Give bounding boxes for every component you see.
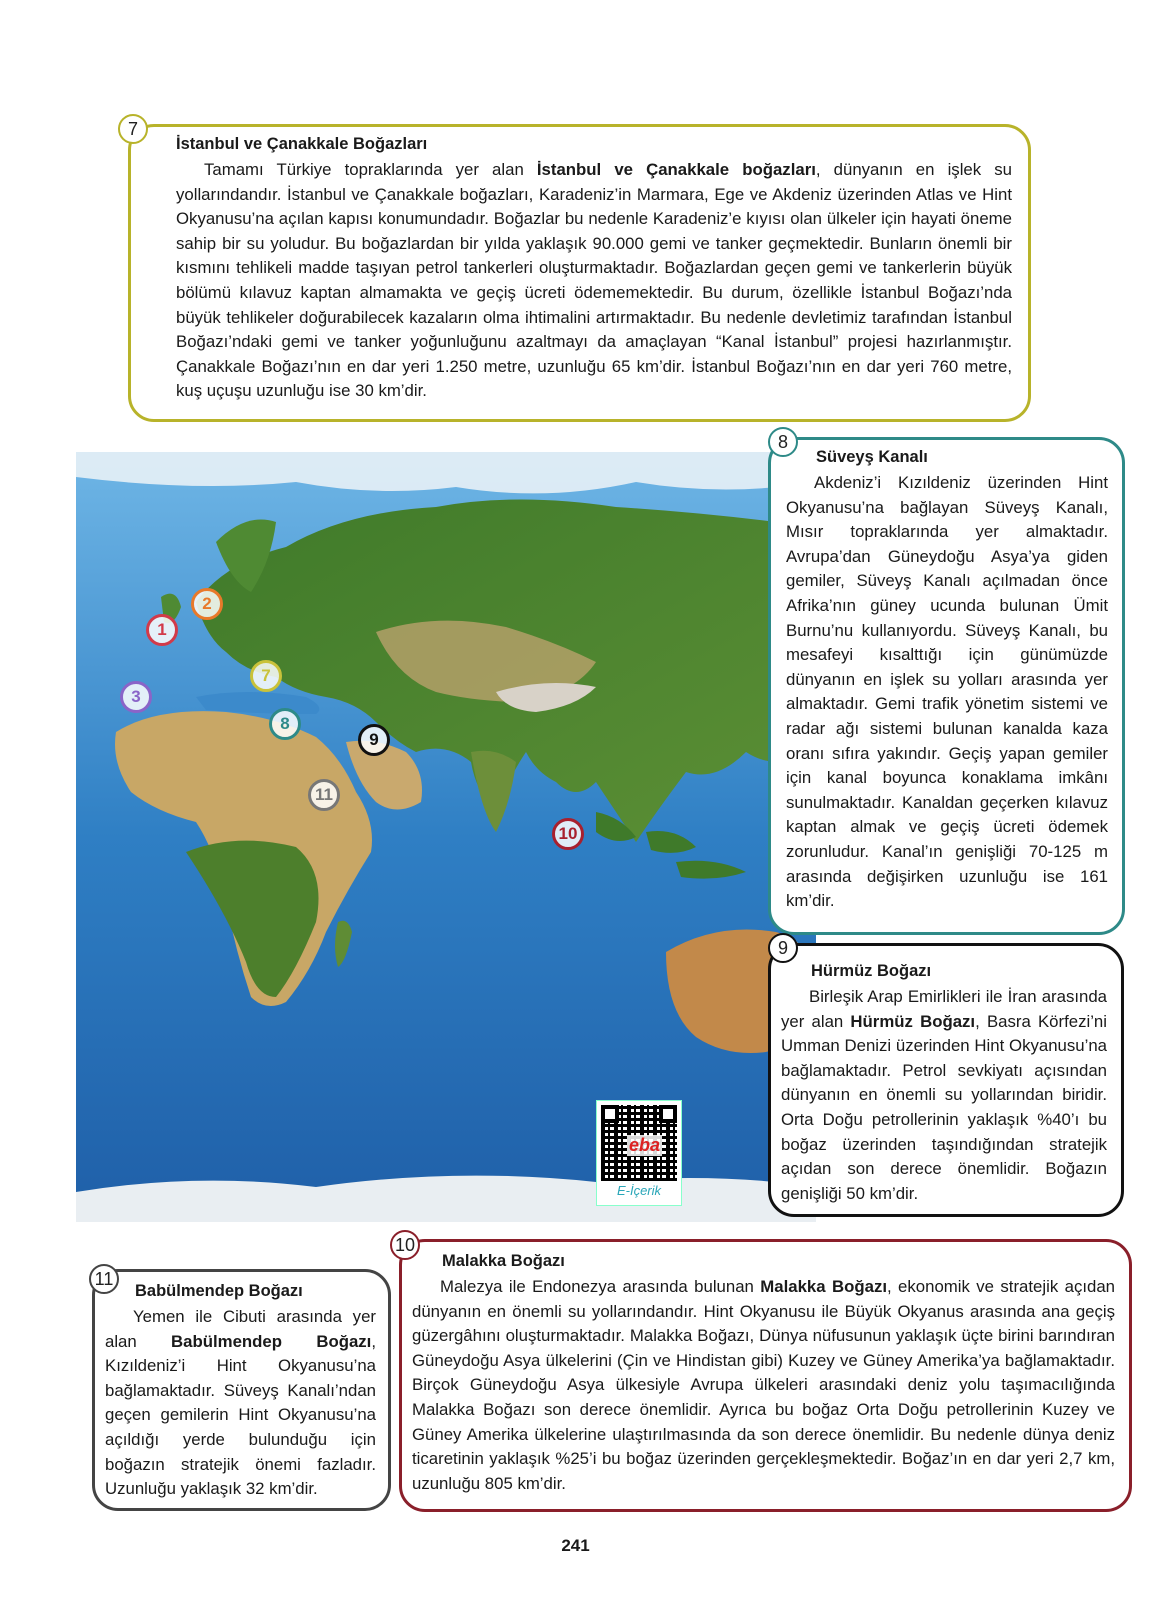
box-number-badge: 10 [390,1230,420,1260]
box-number-badge: 11 [89,1264,119,1294]
eba-logo: eba [629,1135,661,1155]
map-marker-1[interactable]: 1 [146,614,178,646]
map-marker-10[interactable]: 10 [552,818,584,850]
qr-label: E-İçerik [616,1183,662,1198]
qr-code[interactable] [596,1100,682,1206]
info-box-hurmuz [768,938,1124,1217]
info-box-babulmendep [92,1269,391,1511]
box-text: Malezya ile Endonezya arasında bulunan Malakka Boğazı, ekonomik ve stratejik açıdan dünyanın en önemli su yollarındandır. Hint Okyanusu ile Büyük Okyanus arasında ana geçiş güzergâhını oluşturmaktadır. Malakka Boğazı, Dünya nüfusunun yaklaşık üçte birini barındıran Güneydoğu Asya ülkelerini (Çin ve Hindistan gibi) Kuzey ve Güney Amerika’ya bağlamaktadır. Birçok Güneydoğu Asya ülkesiyle Avrupa ülkeleri arasındaki deniz yolu taşımacılığında Malakka Boğazı son derece önemlidir. Ayrıca bu boğaz Orta Doğu petrollerinin Kuzey ve Güney Amerika ülkelerine ulaştırılmasında da son derece önemlidir. Bu nedenle dünya deniz ticaretinin yaklaşık %25’i bu boğaz üzerinden gerçekleşmektedir. Boğaz’ın en dar yeri 2,7 km, uzunluğu 805 km’dir. [412,1277,1116,1493]
box-text: Birleşik Arap Emirlikleri ile İran arasında yer alan Hürmüz Boğazı, Basra Körfezi’ni Umman Denizi üzerinden Hint Okyanusu’na bağlamaktadır. Petrol sevkiyatı açısından dünyanın en önemli su yollarından biridir. Orta Doğu petrollerinin yaklaşık %40’ı bu boğaz üzerinden taşındığından stratejik açıdan son derece önemlidir. Boğazın genişliği 50 km’dir. [781,987,1107,1203]
box-number-badge: 7 [118,114,148,144]
map-marker-11[interactable]: 11 [308,779,340,811]
box-title: Hürmüz Boğazı [811,962,932,980]
map-marker-2[interactable]: 2 [191,588,223,620]
info-box-malakka [394,1235,1132,1512]
info-box-suveys [768,432,1125,935]
box-text: Tamamı Türkiye topraklarında yer alan İstanbul ve Çanakkale boğazları, dünyanın en işlek su yollarındandır. İstanbul ve Çanakkale boğazları, Karadeniz’in Marmara, Ege ve Akdeniz üzerinden Atlas ve Hint Okyanusu’na açılan kapısı konumundadır. Boğazlar bu nedenle Karadeniz’e kıyısı olan ülkeler için hayati öneme sahip bir su yoludur. Bu boğazlardan bir yılda yaklaşık 90.000 gemi ve tanker geçmektedir. Bunların önemli bir kısmını tehlikeli madde taşıyan petrol tankerleri oluşturmaktadır. Boğazlardan geçen gemi ve tankerlerin büyük bölümü kılavuz kaptan almamakta ve geçiş ücreti ödememektedir. Bu durum, özellikle İstanbul Boğazı’nda büyük tehlikeler doğurabilecek kazaların olma ihtimalini artırmaktadır. Bu nedenle devletimiz tarafından İstanbul Boğazı’ndaki gemi ve tanker yoğunluğunu azaltmayı da amaçlayan “Kanal İstanbul” projesi hazırlanmıştır. Çanakkale Boğazı’nın en dar yeri 1.250 metre, uzunluğu 65 km’dir. İstanbul Boğazı’nın en dar yeri 760 metre, kuş uçuşu uzunluğu ise 30 km’dir. [176,160,1012,401]
box-number-badge: 8 [768,427,798,457]
box-title: İstanbul ve Çanakkale Boğazları [176,135,428,153]
qr-code-pattern [601,1105,677,1181]
box-title: Babülmendep Boğazı [135,1282,303,1300]
map-marker-9[interactable]: 9 [358,724,390,756]
map-marker-8[interactable]: 8 [269,708,301,740]
world-map [76,452,816,1222]
box-title: Süveyş Kanalı [816,448,928,466]
map-marker-3[interactable]: 3 [120,681,152,713]
box-text: Yemen ile Cibuti arasında yer alan Babülmendep Boğazı, Kızıldeniz’i Hint Okyanusu’na bağlamaktadır. Süveyş Kanalı’ndan geçen gemilerin Hint Okyanusu’na açıldığı yerde bulunduğu için boğazın stratejik önemi fazladır. Uzunluğu yaklaşık 32 km’dir. [105,1307,376,1499]
box-number-badge: 9 [768,933,798,963]
box-text: Akdeniz’i Kızıldeniz üzerinden Hint Okyanusu’na bağlayan Süveyş Kanalı, Mısır topraklarında yer almaktadır. Avrupa’dan Güneydoğu Asya’ya giden gemiler, Süveyş Kanalı açılmadan önce Afrika’nın güney ucunda bulunan Ümit Burnu’nu kullanıyordu. Süveyş Kanalı, bu mesafeyi kısalttığı için günümüzde dünyanın en işlek su yolları arasında yer almaktadır. Gemi trafik yönetim sistemi ve radar ağı sistemi bulunan kanalda kaza oranı sıfıra yakındır. Geçiş yapan gemiler için kanal boyunca konaklama imkânı sunulmaktadır. Kanaldan geçerken kılavuz kaptan almak ve geçiş ücreti ödemek zorunludur. Kanal’ın genişliği 70-125 m arasında değişirken uzunluğu ise 161 km’dir. [786,473,1108,911]
map-graphic [76,452,816,1222]
info-box-istanbul-canakkale [127,119,1031,422]
page-number: 241 [561,1536,590,1555]
box-title: Malakka Boğazı [442,1252,565,1270]
map-marker-7[interactable]: 7 [250,660,282,692]
